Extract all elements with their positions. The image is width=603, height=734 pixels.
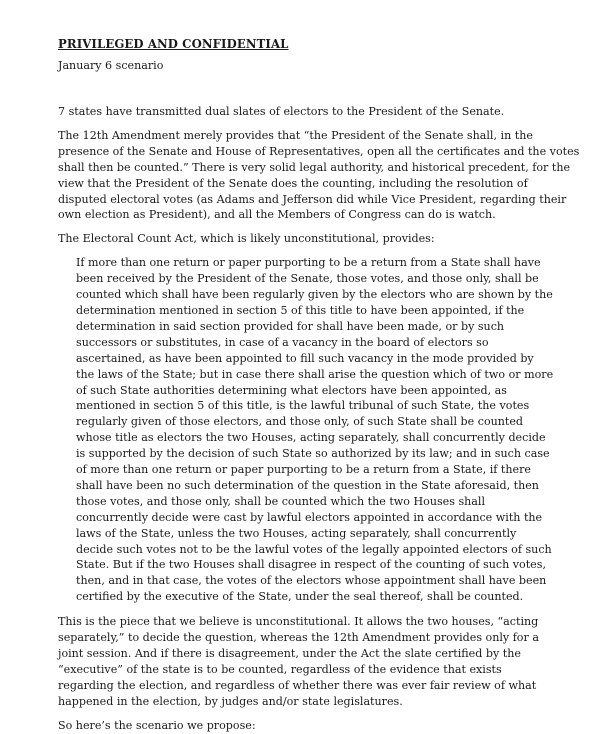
paragraph-unconstitutional-piece	[58, 614, 574, 709]
quote-line: shall have been no such determination of the question in the State aforesaid, then	[76, 478, 539, 492]
quote-line: mentioned in section 5 of this title, is the lawful tribunal of such State, the votes	[76, 399, 530, 413]
text-line: So here’s the scenario we propose:	[58, 718, 256, 732]
quote-line: successors or substitutes, in case of a vacancy in the board of electors so	[76, 335, 489, 349]
text-line: The 12th Amendment merely provides that “the President of the Senate shall, in the	[58, 128, 533, 142]
quote-line: determination in said section provided for shall have been made, or by such	[76, 319, 505, 333]
quote-line: ascertained, as have been appointed to fill such vacancy in the mode provided by	[76, 351, 534, 365]
text-line: 7 states have transmitted dual slates of electors to the President of the Senate.	[58, 105, 505, 118]
quote-line: If more than one return or paper purporting to be a return from a State shall have	[76, 256, 541, 270]
quote-line: concurrently decide were cast by lawful electors appointed in accordance with the	[76, 510, 543, 524]
text-line: This is the piece that we believe is unconstitutional. It allows the two houses, “acting	[58, 615, 539, 629]
text-line: shall then be counted.” There is very solid legal authority, and historical precedent, for the	[58, 160, 571, 174]
text-line: regarding the election, and regardless of whether there was ever fair review of what	[58, 678, 537, 692]
memo-heading: PRIVILEGED AND CONFIDENTIAL	[58, 37, 289, 51]
quote-line: of more than one return or paper purporting to be a return from a State, if there	[76, 463, 531, 477]
quote-line: the laws of the State; but in case there shall arise the question which of two or more	[76, 367, 554, 381]
block-quote-electoral-count-act	[58, 255, 574, 605]
quote-line: decide such votes not to be the lawful votes of the legally appointed electors of such	[76, 542, 552, 556]
text-line: presence of the Senate and House of Representatives, open all the certificates and the votes	[58, 144, 580, 158]
quote-line: those votes, and those only, shall be counted which the two Houses shall	[76, 494, 486, 508]
text-line: separately,” to decide the question, whereas the 12th Amendment provides only for a	[58, 631, 539, 645]
text-line: happened in the election, by judges and/or state legislatures.	[58, 694, 403, 708]
quote-line: is supported by the decision of such State so authorized by its law; and in such case	[76, 447, 550, 461]
text-line: The Electoral Count Act, which is likely unconstitutional, provides:	[58, 232, 435, 246]
paragraph-12th-amendment	[58, 128, 580, 223]
quote-line: whose title as electors the two Houses, acting separately, shall concurrently decide	[76, 431, 546, 445]
quote-line: laws of the State, unless the two Houses, acting separately, shall concurrently	[76, 526, 517, 540]
quote-line: regularly given of those electors, and those only, of such State shall be counted	[76, 415, 524, 429]
text-line: view that the President of the Senate does the counting, including the resolution of	[58, 176, 528, 190]
quote-line: been received by the President of the Senate, those votes, and those only, shall be	[76, 272, 539, 286]
paragraph-dual-slates	[58, 104, 574, 120]
quote-line: counted which shall have been regularly given by the electors who are shown by the	[76, 288, 553, 302]
memo-subtitle: January 6 scenario	[58, 59, 164, 72]
quote-line: determination mentioned in section 5 of this title to have been appointed, if the	[76, 303, 525, 317]
quote-line: of such State authorities determining what electors have been appointed, as	[76, 383, 507, 397]
memo-page	[58, 36, 580, 734]
quote-line: certified by the executive of the State, under the seal thereof, shall be counted.	[76, 590, 524, 604]
quote-line: then, and in that case, the votes of the electors whose appointment shall have been	[76, 574, 547, 588]
text-line: disputed electoral votes (as Adams and Jefferson did while Vice President, regarding their	[58, 192, 567, 206]
quote-line: State. But if the two Houses shall disagree in respect of the counting of such votes,	[76, 558, 546, 572]
text-line: “executive” of the state is to be counted, regardless of the evidence that exists	[58, 662, 502, 676]
text-line: joint session. And if there is disagreement, under the Act the slate certified by the	[58, 647, 521, 660]
paragraph-scenario-intro	[58, 718, 574, 734]
paragraph-electoral-count-act	[58, 231, 574, 247]
text-line: own election as President), and all the Members of Congress can do is watch.	[58, 208, 496, 222]
